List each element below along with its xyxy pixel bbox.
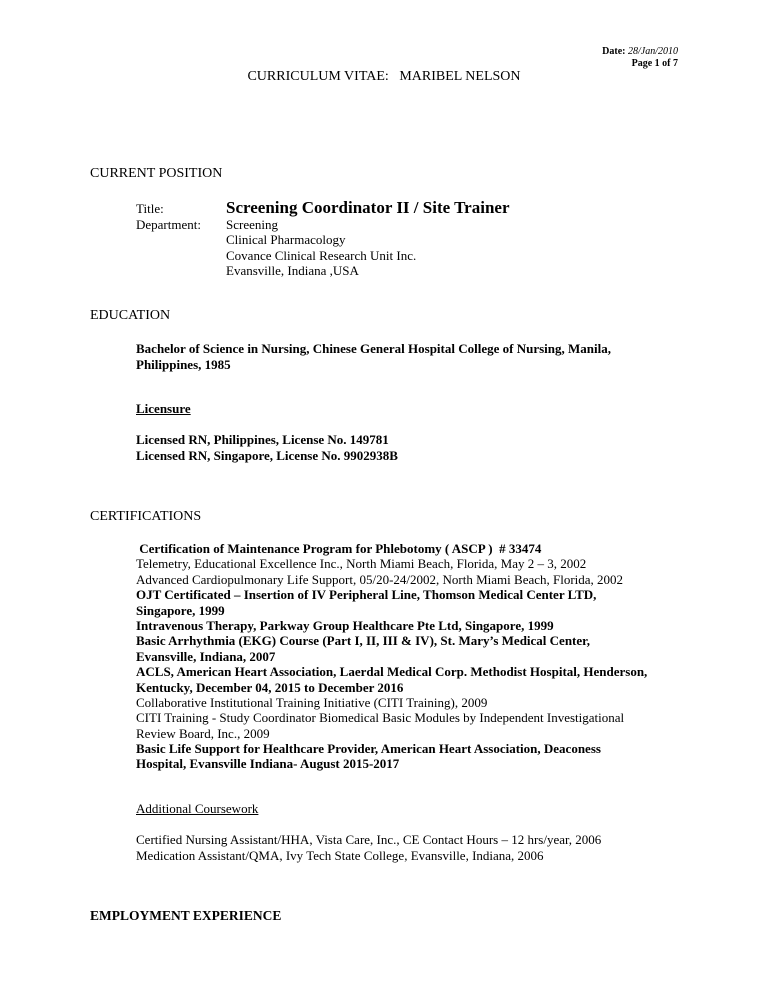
certifications-heading: CERTIFICATIONS: [90, 509, 202, 524]
certification-line: OJT Certificated – Insertion of IV Peripheral Line, Thomson Medical Center LTD,: [136, 587, 597, 603]
certification-line: Basic Arrhythmia (EKG) Course (Part I, II, III & IV), St. Mary’s Medical Center,: [136, 633, 590, 649]
department-line: Covance Clinical Research Unit Inc.: [226, 247, 417, 263]
title-label: Title:: [136, 201, 164, 216]
department-line: Evansville, Indiana ,USA: [226, 263, 359, 279]
education-heading: EDUCATION: [90, 308, 171, 323]
certification-line: Intravenous Therapy, Parkway Group Healthcare Pte Ltd, Singapore, 1999: [136, 617, 554, 633]
licensure-heading: Licensure: [136, 401, 191, 416]
certification-line: CITI Training - Study Coordinator Biomedical Basic Modules by Independent Investigational: [136, 710, 625, 726]
date-line: [602, 46, 678, 57]
certification-line: Hospital, Evansville Indiana- August 2015-2017: [136, 756, 400, 772]
certification-line: Review Board, Inc., 2009: [136, 725, 270, 741]
certification-line: Basic Life Support for Healthcare Provider, American Heart Association, Deaconess: [136, 741, 601, 757]
certification-line: Advanced Cardiopulmonary Life Support, 05/20-24/2002, North Miami Beach, Florida, 2002: [136, 571, 624, 587]
department-line: Clinical Pharmacology: [226, 232, 346, 248]
additional-coursework-line: Medication Assistant/QMA, Ivy Tech State College, Evansville, Indiana, 2006: [136, 848, 544, 863]
certification-line: Collaborative Institutional Training Initiative (CITI Training), 2009: [136, 694, 488, 710]
certification-list: [136, 541, 647, 772]
certification-line: Telemetry, Educational Excellence Inc., North Miami Beach, Florida, May 2 – 3, 2002: [136, 556, 587, 572]
certification-line: Certification of Maintenance Program for Phlebotomy ( ASCP ) # 33474: [136, 541, 542, 556]
additional-coursework-line: Certified Nursing Assistant/HHA, Vista Care, Inc., CE Contact Hours – 12 hrs/year, 2006: [136, 832, 602, 847]
title-value: Screening Coordinator II / Site Trainer: [226, 198, 510, 217]
certification-line: Kentucky, December 04, 2015 to December 2016: [136, 679, 404, 695]
department-label: Department:: [136, 217, 201, 232]
employment-heading: EMPLOYMENT EXPERIENCE: [90, 908, 282, 923]
degree-line: Philippines, 1985: [136, 357, 231, 372]
current-position-heading: CURRENT POSITION: [90, 166, 223, 181]
license-item: Licensed RN, Philippines, License No. 149781: [136, 432, 389, 447]
department-line: Screening: [226, 217, 278, 232]
department-lines: [226, 217, 416, 279]
date-value: 28/Jan/2010: [628, 46, 678, 57]
certification-line: ACLS, American Heart Association, Laerdal Medical Corp. Methodist Hospital, Henderson,: [136, 664, 648, 680]
certification-line: Singapore, 1999: [136, 602, 225, 618]
additional-coursework-heading: Additional Coursework: [136, 801, 259, 816]
certification-line: Evansville, Indiana, 2007: [136, 648, 276, 664]
page-number: Page 1 of 7: [631, 58, 678, 69]
document-title: CURRICULUM VITAE: MARIBEL NELSON: [247, 69, 521, 84]
degree-line: Bachelor of Science in Nursing, Chinese General Hospital College of Nursing, Manila,: [136, 341, 611, 356]
license-item: Licensed RN, Singapore, License No. 9902938B: [136, 448, 398, 463]
date-label: Date:: [602, 46, 626, 57]
